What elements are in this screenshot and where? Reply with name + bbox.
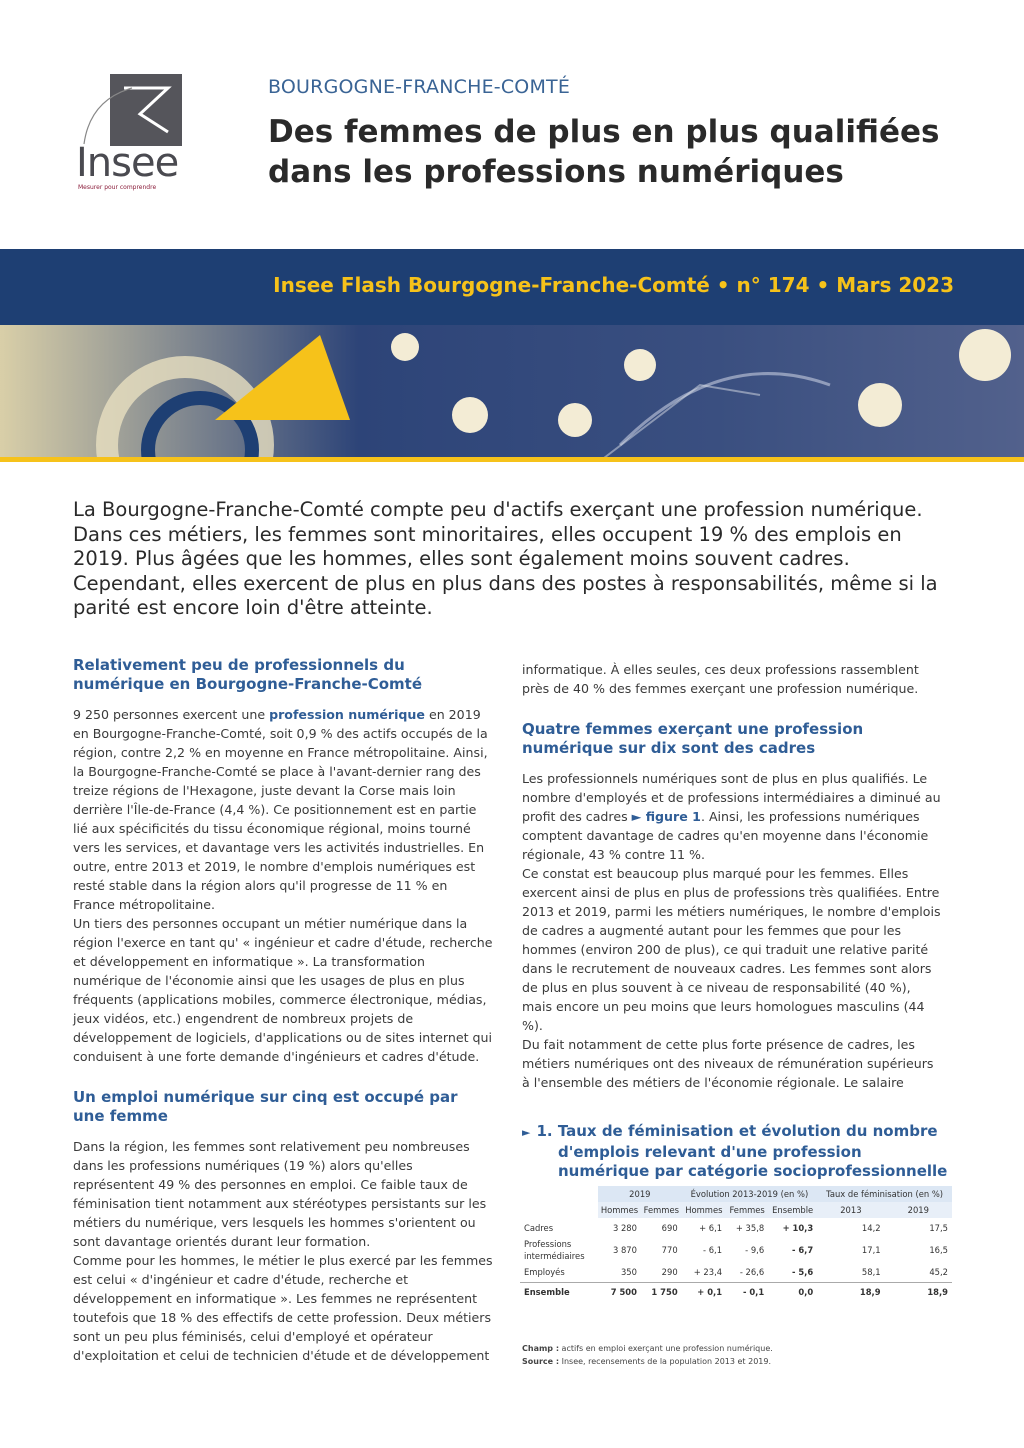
table-cell: + 35,8: [735, 1223, 765, 1233]
row-label: Cadres: [524, 1223, 554, 1233]
table-cell: 7 500: [598, 1282, 641, 1302]
figure-title-rest: d'emplois relevant d'une profession numérique par catégorie socioprofessionnelle: [558, 1142, 948, 1180]
sub-header: 2013: [817, 1202, 884, 1218]
group-header-evolution: Évolution 2013-2019 (en %): [682, 1186, 818, 1202]
sub-header: Femmes: [641, 1202, 682, 1218]
section-3-paragraph-3: Du fait notamment de cette plus forte présence de cadres, les métiers numériques ont des niveaux de rémunération supérieurs à l'ensemble des métiers de l'économie régionale. Le salaire: [522, 1037, 934, 1090]
lead-paragraph: La Bourgogne-Franche-Comté compte peu d'actifs exerçant une profession numérique. Dans ces métiers, les femmes sont minoritaires, elles occupent 19 % des emplois en 2019. Plus âgées que les hommes, elles sont également moins souvent cadres. Cependant, elles exercent de plus en plus dans des postes à responsabilités, même si la parité est encore loin d'être atteinte.: [73, 498, 938, 619]
text-run: en 2019 en Bourgogne-Franche-Comté, soit 0,9 % des actifs occupés de la région, contre 2,2 % en moyenne en France métropolitaine. Ainsi, la Bourgogne-Franche-Comté se place à l'avant-dernier rang des treize régions de l'Hexagone, juste devant la Corse mais loin derrière l'Île-de-France (4,4 %). Ce positionnement est en partie lié aux spécificités du tissu économique régional, moins tourné vers les services, et davantage vers les activités industrielles. En outre, entre 2013 et 2019, le nombre d'emplois numériques est resté stable dans la région alors qu'il progresse de 11 % en France métropolitaine.: [73, 707, 488, 912]
section-2-paragraph-2: Comme pour les hommes, le métier le plus exercé par les femmes est celui « d'ingénieur et cadre d'étude, recherche et développement en informatique ». Les femmes ne représentent toutefois que 18 % des effectifs de cette profession. Deux métiers sont un peu plus féminisés, celui d'employé et opérateur d'exploitation et celui de technicien d'étude et de développement: [73, 1253, 493, 1363]
table-cell: + 10,3: [782, 1223, 814, 1233]
table-cell: - 26,6: [739, 1266, 765, 1277]
table-cell: 3 280: [612, 1223, 637, 1233]
figure-1-title: [522, 1122, 952, 1182]
section-heading-2: Un emploi numérique sur cinq est occupé par une femme: [73, 1088, 458, 1125]
section-3-paragraph-1: [522, 769, 942, 864]
sub-header: Ensemble: [768, 1202, 817, 1218]
continued-paragraph: informatique. À elles seules, ces deux professions rassemblent près de 40 % des femmes exerçant une profession numérique.: [522, 662, 919, 696]
table-cell: 18,9: [885, 1282, 952, 1302]
table-row: [520, 1238, 952, 1262]
logo-wordmark: Insee: [76, 140, 179, 186]
table-cell: 0,0: [768, 1282, 817, 1302]
section-heading-3: Quatre femmes exerçant une profession numérique sur dix sont des cadres: [522, 720, 864, 757]
source-label: Source :: [522, 1357, 560, 1366]
table-cell: 770: [661, 1245, 678, 1255]
table-cell: - 9,6: [745, 1245, 765, 1255]
table-cell: 14,2: [861, 1223, 881, 1233]
figure-1-link[interactable]: ► figure 1: [631, 809, 701, 824]
header-empty: [520, 1186, 598, 1202]
region-label: BOURGOGNE-FRANCHE-COMTÉ: [268, 76, 571, 98]
table-cell: 17,1: [861, 1245, 881, 1255]
table-row: [520, 1262, 952, 1282]
table-cell: 45,2: [929, 1266, 948, 1277]
logo-tagline: Mesurer pour comprendre: [78, 184, 157, 191]
sub-header: Hommes: [682, 1202, 726, 1218]
table-cell: - 6,1: [703, 1245, 723, 1255]
table-cell: + 6,1: [699, 1223, 723, 1233]
table-row: [520, 1218, 952, 1238]
figure-marker-icon: ►: [522, 1126, 531, 1139]
table-cell: 690: [661, 1223, 678, 1233]
row-label: Ensemble: [520, 1282, 598, 1302]
table-cell: - 5,6: [791, 1266, 814, 1277]
table-cell: 16,5: [929, 1245, 948, 1255]
sub-header: 2019: [885, 1202, 952, 1218]
text-run: . Ainsi, les professions numériques comptent davantage de cadres qu'en moyenne dans l'économie régionale, 43 % contre 11 %.: [522, 809, 929, 862]
figure-scope: [522, 1342, 952, 1355]
insee-logo: [76, 72, 186, 197]
group-header-2019: 2019: [598, 1186, 682, 1202]
scope-text: actifs en emploi exerçant une profession numérique.: [559, 1344, 773, 1353]
table-cell: - 0,1: [726, 1282, 768, 1302]
section-1-paragraph-2: Un tiers des personnes occupant un métier numérique dans la région l'exerce en tant qu' « ingénieur et cadre d'étude, recherche et développement en informatique ». La transformation numérique de l'économie ainsi que les usages de plus en plus fréquents (applications mobiles, commerce électronique, médias, jeux vidéos, etc.) engendrent de nombreux projets de développement de logiciels, d'applications ou de sites internet qui conduisent à une forte demande d'ingénieurs et cadres d'étude.: [73, 916, 493, 1064]
group-header-feminisation: Taux de féminisation (en %): [817, 1186, 952, 1202]
sub-header: Hommes: [598, 1202, 641, 1218]
banner-accent-line: [0, 457, 1024, 462]
source-text: Insee, recensements de la population 2013 et 2019.: [559, 1357, 772, 1366]
table-cell: 17,5: [929, 1223, 948, 1233]
figure-1-table: [520, 1186, 952, 1302]
publication-reference: Insee Flash Bourgogne-Franche-Comté • n° 174 • Mars 2023: [273, 273, 954, 297]
table-cell: 290: [661, 1266, 678, 1277]
section-2-paragraph-1: Dans la région, les femmes sont relativement peu nombreuses dans les professions numériques (19 %) alors qu'elles représentent 49 % des personnes en emploi. Ce faible taux de féminisation tient notamment aux stéréotypes persistants sur les métiers du numérique, vers lesquels les hommes s'orientent ou sont davantage orientés durant leur formation.: [73, 1139, 487, 1249]
figure-title-line-1: 1. Taux de féminisation et évolution du nombre: [536, 1122, 938, 1140]
table-cell: + 23,4: [693, 1266, 723, 1277]
page-title: Des femmes de plus en plus qualifiées dans les professions numériques: [268, 114, 940, 190]
definition-link-profession-numerique[interactable]: profession numérique: [269, 707, 425, 722]
table-cell: 3 870: [612, 1245, 637, 1255]
figure-notes: [522, 1342, 952, 1368]
text-run: 9 250 personnes exercent une: [73, 707, 270, 722]
scope-label: Champ :: [522, 1344, 560, 1353]
table-cell: 1 750: [641, 1282, 682, 1302]
sub-header: Femmes: [726, 1202, 768, 1218]
header-empty: [520, 1202, 598, 1218]
right-column: [522, 660, 942, 1092]
table-cell: 18,9: [817, 1282, 884, 1302]
table-cell: + 0,1: [682, 1282, 726, 1302]
section-3-paragraph-2: Ce constat est beaucoup plus marqué pour les femmes. Elles exercent ainsi de plus en plus de professions très qualifiées. Entre 2013 et 2019, parmi les métiers numériques, le nombre d'emplois de cadres a augmenté autant pour les femmes que pour les hommes (environ 200 de plus), ce qui traduit une relative parité dans le recrutement de nouveaux cadres. Les femmes sont alors de plus en plus souvent à ce niveau de responsabilité (40 %), mais encore un peu moins que leurs homologues masculins (44 %).: [522, 866, 941, 1033]
table-cell: 58,1: [861, 1266, 881, 1277]
table-cell: - 6,7: [791, 1245, 814, 1255]
table-total-row: [520, 1282, 952, 1302]
table-cell: 350: [620, 1266, 637, 1277]
figure-source: [522, 1355, 952, 1368]
row-label: Employés: [524, 1266, 565, 1277]
decorative-banner-image: [0, 325, 1024, 461]
left-column: [73, 656, 493, 1365]
text-run: Les professionnels numériques sont de plus en plus qualifiés. Le nombre d'employés et de professions intermédiaires a diminué au profit des cadres: [522, 771, 941, 824]
row-label: Professions intermédiaires: [524, 1239, 585, 1261]
section-1-paragraph-1: [73, 705, 493, 914]
publication-band: [0, 249, 1024, 325]
section-heading-1: Relativement peu de professionnels du numérique en Bourgogne-Franche-Comté: [73, 656, 422, 693]
